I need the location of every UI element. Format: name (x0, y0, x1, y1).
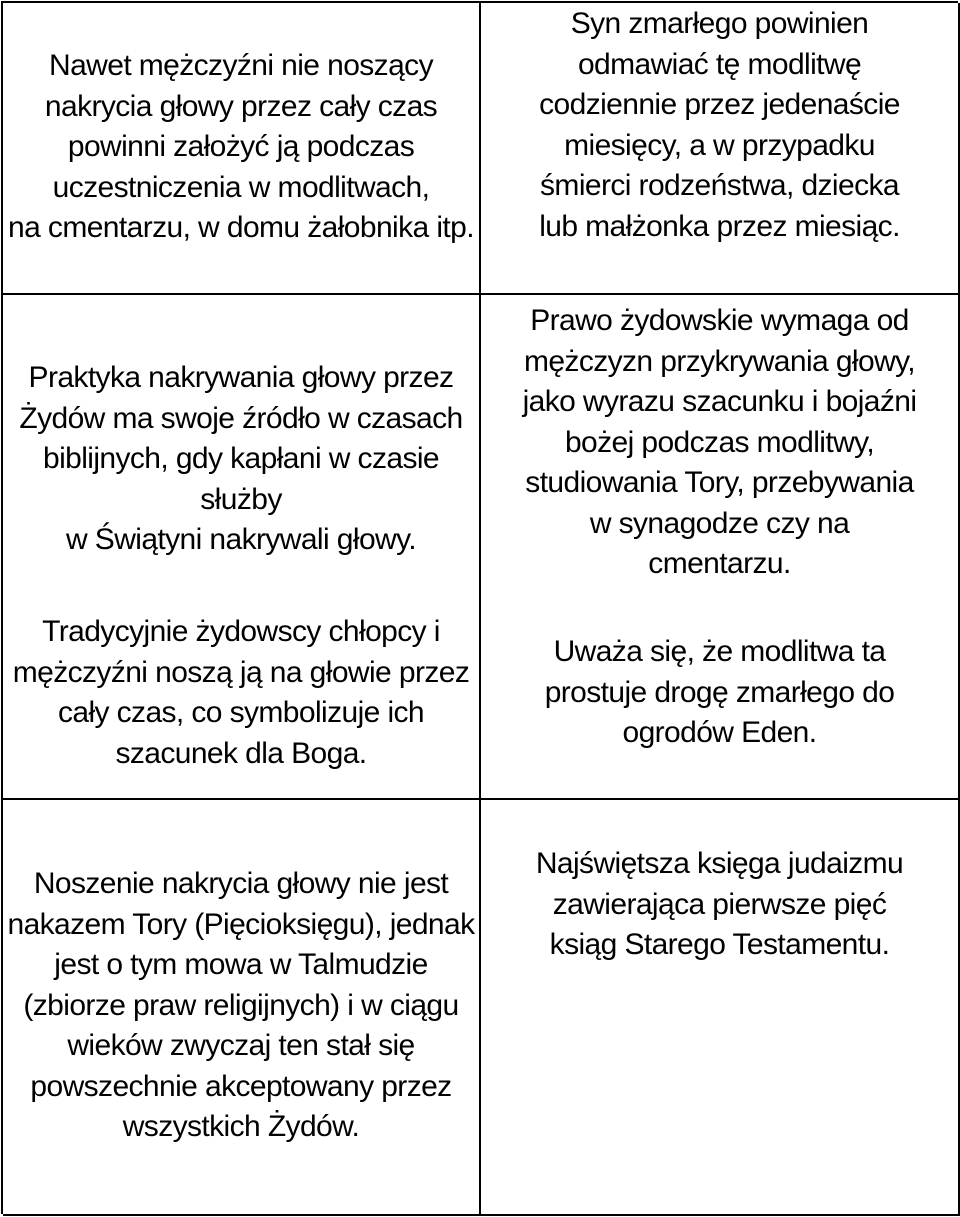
card-text: Najświętsza księga judaizmu zawierająca pierwsze pięć ksiąg Starego Testamentu. (535, 847, 904, 961)
card-text: Uważa się, że modlitwa ta prostuje drogę zmarłego do ogrodów Eden. (544, 635, 895, 749)
card-text: Noszenie nakrycia głowy nie jest nakazem Tory (Pięcioksięgu), jednak jest o tym mowa w Talmudzie (zbiorze praw religijnych) i w ciągu wieków zwyczaj ten stał się powszechnie akceptowany przez wszystkich Żydów. (7, 867, 475, 1143)
card-text: Praktyka nakrywania głowy przez Żydów ma swoje źródło w czasach biblijnych, gdy kapłani w czasie służby w Świątyni nakrywali głowy. (19, 361, 463, 556)
card-torah-definition (481, 800, 960, 1216)
card-headcovering-obligation (3, 3, 481, 295)
card-text: Prawo żydowskie wymaga od mężczyzn przykrywania głowy, jako wyrazu szacunku i bojaźni bożej podczas modlitwy, studiowania Tory, przebywania w synagodze czy na cmentarzu. (522, 304, 917, 580)
card-text: Nawet mężczyźni nie noszący nakrycia głowy przez cały czas powinni założyć ją podczas uczestniczenia w modlitwach, na cmentarzu, w domu żałobnika itp. (8, 49, 474, 244)
card-mourners-prayer-duration (481, 3, 960, 295)
card-text: Syn zmarłego powinien odmawiać tę modlitwę codziennie przez jedenaście miesięcy, a w przypadku śmierci rodzeństwa, dziecka lub małżonka przez miesiąc. (539, 7, 900, 243)
card-text: Tradycyjnie żydowscy chłopcy i mężczyźni noszą ją na głowie przez cały czas, co symbolizuje ich szacunek dla Boga. (12, 615, 470, 770)
card-talmud-custom (3, 800, 481, 1216)
card-jewish-law-prayer (481, 295, 960, 800)
card-headcovering-origins (3, 295, 481, 800)
card-grid (1, 1, 958, 1214)
